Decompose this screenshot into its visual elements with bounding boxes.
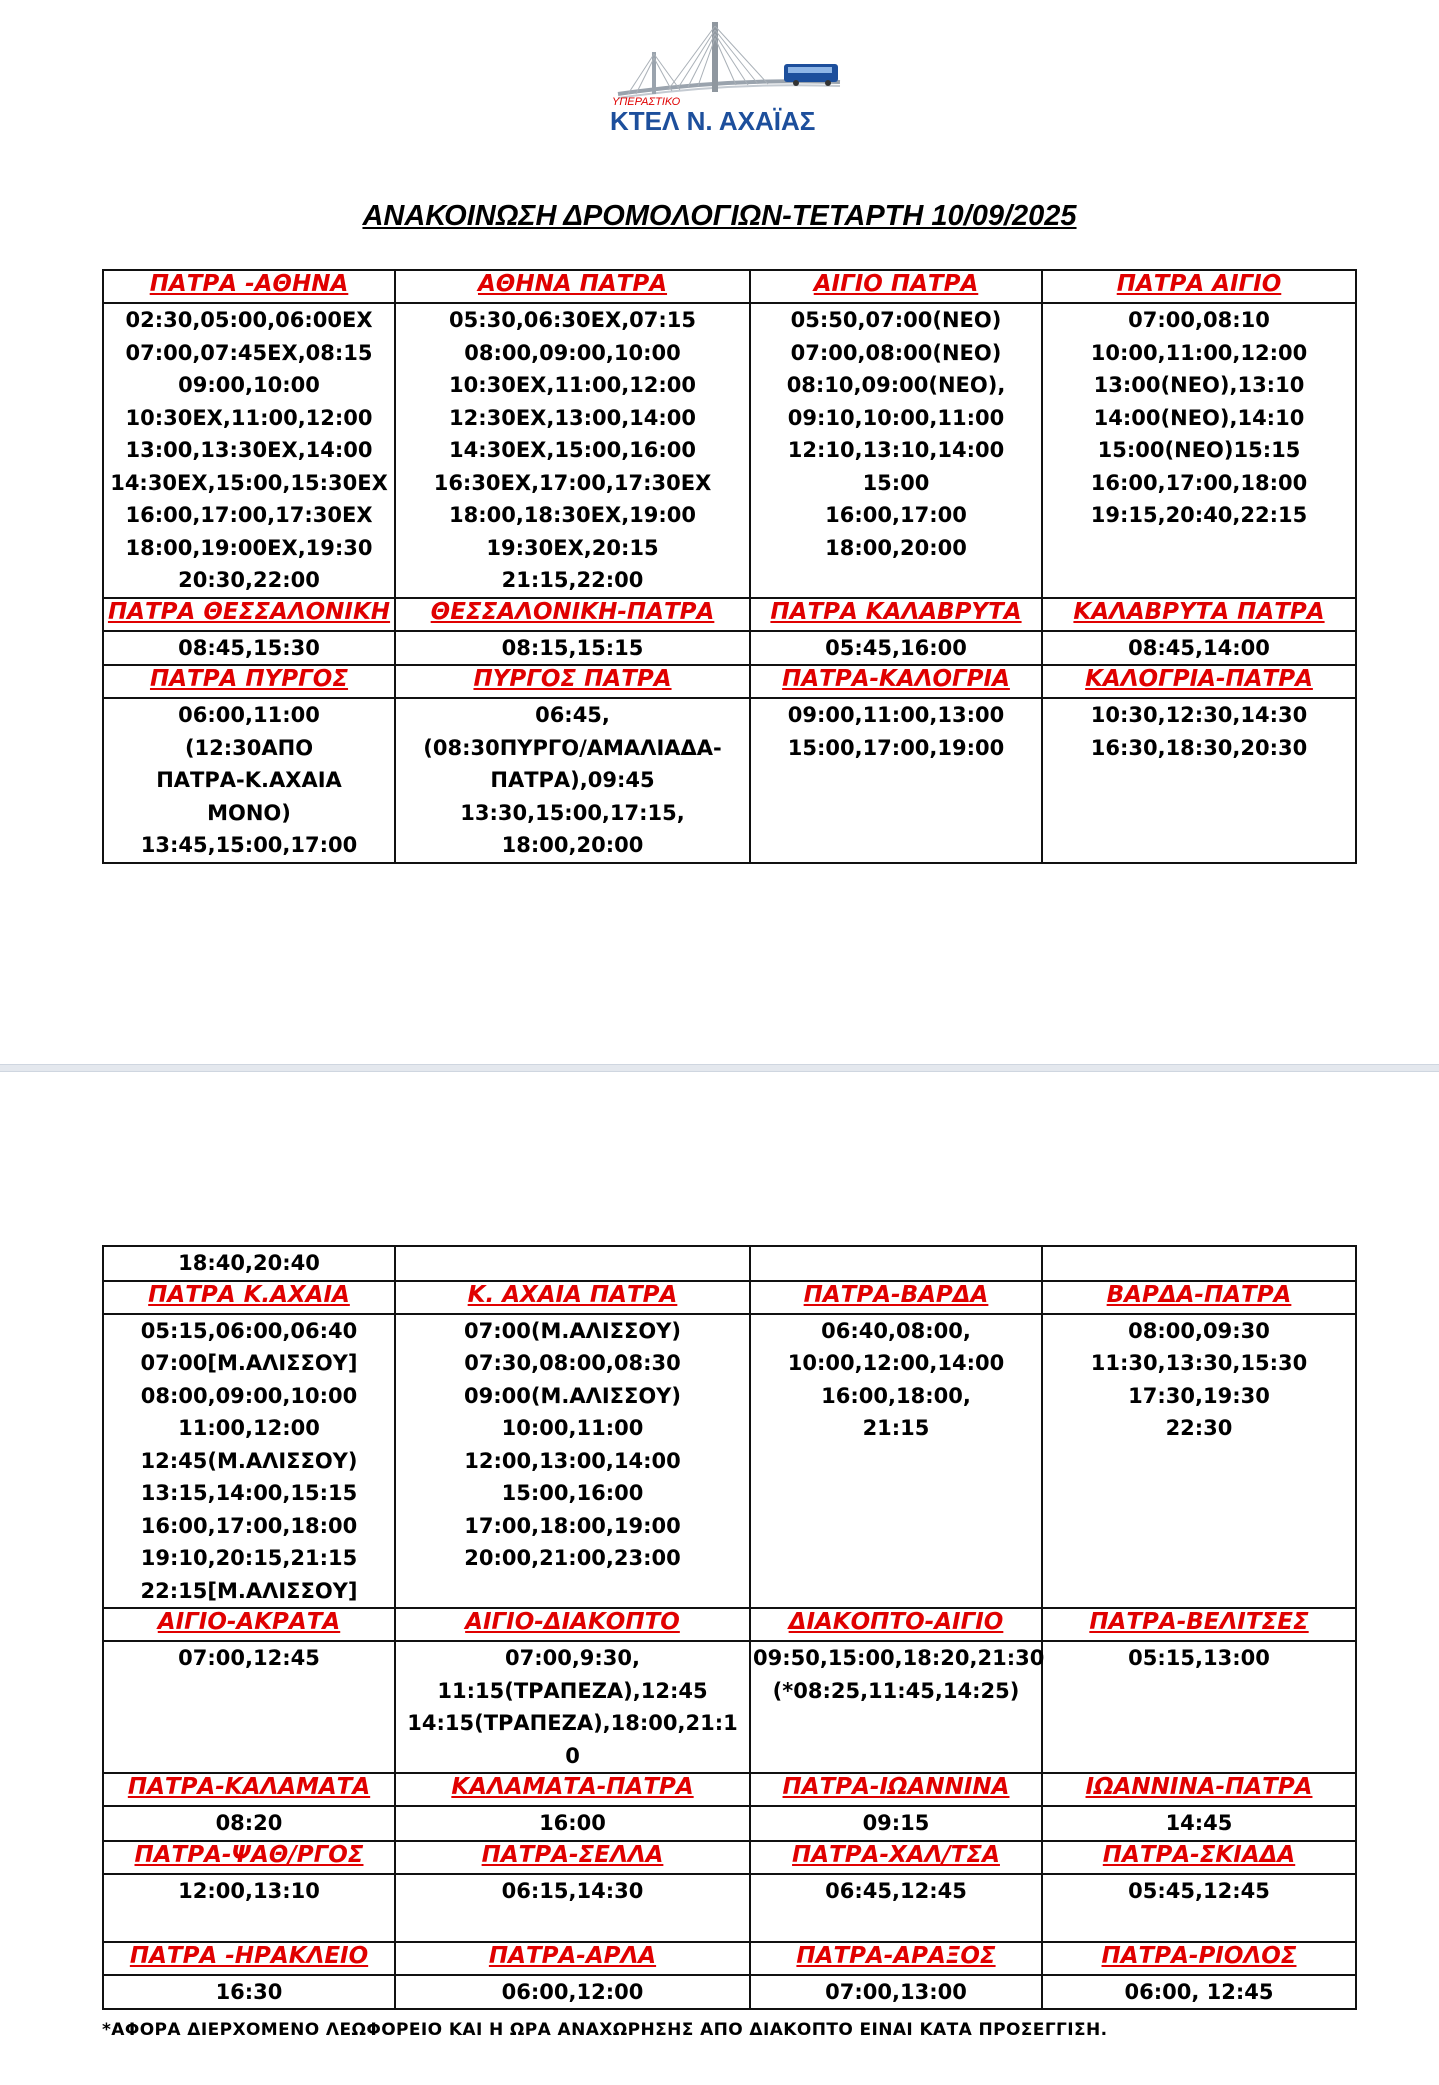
departure-times (1042, 1874, 1356, 1942)
route-name: ΒΑΡΔΑ-ΠΑΤΡΑ (1042, 1281, 1356, 1314)
route-name: ΚΑΛΑΜΑΤΑ-ΠΑΤΡΑ (395, 1773, 750, 1806)
logo-small-text: ΥΠΕΡΑΣΤΙΚΟ (612, 96, 681, 108)
departure-times (395, 631, 750, 666)
departure-times (103, 631, 395, 666)
departure-times (750, 1975, 1042, 2010)
departure-times (1042, 1641, 1356, 1773)
departure-times (750, 303, 1042, 598)
route-name: ΚΑΛΑΒΡΥΤΑ ΠΑΤΡΑ (1042, 598, 1356, 631)
times-text: 07:00,08:10 10:00,11:00,12:00 13:00(ΝΕΟ),13:10 14:00(ΝΕΟ),14:10 15:00(ΝΕΟ)15:15 16:00,17:00,18:00 19:15,20:40,22:15 (1090, 308, 1308, 527)
route-header-row (103, 665, 1356, 698)
route-name: ΠΑΤΡΑ ΚΑΛΑΒΡΥΤΑ (750, 598, 1042, 631)
route-header-row (103, 1773, 1356, 1806)
departure-times (1042, 1246, 1356, 1281)
times-text: 08:20 (215, 1811, 283, 1835)
schedule-table-2 (102, 1245, 1357, 2010)
route-name: ΠΑΤΡΑ-ΚΑΛΑΜΑΤΑ (103, 1773, 395, 1806)
departure-times (103, 1246, 395, 1281)
times-text: 06:00,11:00 (12:30ΑΠΟ ΠΑΤΡΑ-Κ.ΑΧΑΙΑ ΜΟΝΟ) 13:45,15:00,17:00 (140, 703, 358, 857)
route-name: ΑΘΗΝΑ ΠΑΤΡΑ (395, 270, 750, 303)
route-name: ΠΑΤΡΑ-ΨΑΘ/ΡΓΟΣ (103, 1841, 395, 1874)
departure-times (1042, 1314, 1356, 1609)
departure-times (750, 1246, 1042, 1281)
departure-times (1042, 1806, 1356, 1841)
route-name: ΠΑΤΡΑ Κ.ΑΧΑΙΑ (103, 1281, 395, 1314)
route-name: ΠΑΤΡΑ ΠΥΡΓΟΣ (103, 665, 395, 698)
times-text: 09:15 (862, 1811, 930, 1835)
logo-text: ΚΤΕΛ Ν. ΑΧΑΪΑΣ (610, 106, 816, 136)
departure-times (395, 698, 750, 863)
times-row (103, 1246, 1356, 1281)
route-name: ΠΑΤΡΑ-ΡΙΟΛΟΣ (1042, 1942, 1356, 1975)
route-header-row (103, 1942, 1356, 1975)
route-header-row (103, 1841, 1356, 1874)
route-name: ΠΑΤΡΑ -ΗΡΑΚΛΕΙΟ (103, 1942, 395, 1975)
times-text: 07:00(Μ.ΑΛΙΣΣΟΥ) 07:30,08:00,08:30 09:00(Μ.ΑΛΙΣΣΟΥ) 10:00,11:00 12:00,13:00,14:00 15:00,16:00 17:00,18:00,19:00 20:00,21:00,23:00 (464, 1318, 681, 1570)
route-name: ΠΑΤΡΑ-ΣΚΙΑΔΑ (1042, 1841, 1356, 1874)
times-text: 06:15,14:30 (501, 1878, 644, 1903)
route-name: ΔΙΑΚΟΠΤΟ-ΑΙΓΙΟ (750, 1608, 1042, 1641)
route-name: ΠΑΤΡΑ-ΣΕΛΛΑ (395, 1841, 750, 1874)
times-text: 06:45,12:45 (825, 1878, 967, 1903)
times-text: 06:00,12:00 (501, 1979, 644, 2004)
route-name: Κ. ΑΧΑΙΑ ΠΑΤΡΑ (395, 1281, 750, 1314)
times-text: 07:00,13:00 (825, 1979, 967, 2004)
times-text: 12:00,13:10 (178, 1878, 320, 1903)
departure-times (1042, 303, 1356, 598)
times-text: 14:45 (1165, 1811, 1233, 1835)
departure-times (750, 1874, 1042, 1942)
departure-times (103, 1314, 395, 1609)
departure-times (103, 1641, 395, 1773)
route-name: ΑΙΓΙΟ ΠΑΤΡΑ (750, 270, 1042, 303)
times-text: 08:15,15:15 (501, 635, 644, 660)
route-name: ΑΙΓΙΟ-ΔΙΑΚΟΠΤΟ (395, 1608, 750, 1641)
route-name: ΑΙΓΙΟ-ΑΚΡΑΤΑ (103, 1608, 395, 1641)
departure-times (103, 1806, 395, 1841)
times-row (103, 303, 1356, 598)
times-text: 07:00,12:45 (178, 1646, 320, 1670)
departure-times (750, 1806, 1042, 1841)
times-text: 16:00 (539, 1811, 606, 1835)
times-text: 05:45,16:00 (825, 635, 967, 660)
route-header-row (103, 598, 1356, 631)
route-name: ΠΑΤΡΑ -ΑΘΗΝΑ (103, 270, 395, 303)
departure-times (750, 631, 1042, 666)
departure-times (103, 1874, 395, 1942)
schedule-table-1 (102, 269, 1357, 864)
departure-times (395, 1314, 750, 1609)
times-text: 08:00,09:30 11:30,13:30,15:30 17:30,19:30 22:30 (1090, 1318, 1308, 1440)
departure-times (1042, 631, 1356, 666)
times-text: 05:30,06:30ΕΧ,07:15 08:00,09:00,10:00 10:30ΕΧ,11:00,12:00 12:30ΕΧ,13:00,14:00 14:30ΕΧ,15:00,16:00 16:30ΕΧ,17:00,17:30ΕΧ 18:00,18:30ΕΧ,19:00 19:30ΕΧ,20:15 21:15,22:00 (433, 308, 712, 592)
times-row (103, 1314, 1356, 1609)
footnote: *ΑΦΟΡΑ ΔΙΕΡΧΟΜΕΝΟ ΛΕΩΦΟΡΕΙΟ ΚΑΙ Η ΩΡΑ ΑΝΑΧΩΡΗΣΗΣ ΑΠΟ ΔΙΑΚΟΠΤΟ ΕΙΝΑΙ ΚΑΤΑ ΠΡΟΣΕΓΓΙΣΗ. (102, 2020, 1108, 2040)
times-text: 05:45,12:45 (1128, 1878, 1270, 1903)
times-text: 05:50,07:00(ΝΕΟ) 07:00,08:00(ΝΕΟ) 08:10,09:00(ΝΕΟ), 09:10,10:00,11:00 12:10,13:10,14:00 15:00 16:00,17:00 18:00,20:00 (786, 308, 1006, 560)
ktel-achaia-logo (608, 18, 848, 143)
times-text: 05:15,06:00,06:40 07:00[Μ.ΑΛΙΣΣΟΥ] 08:00,09:00,10:00 11:00,12:00 12:45(Μ.ΑΛΙΣΣΟΥ) 13:15,14:00,15:15 16:00,17:00,18:00 19:10,20:15,21:15 22:15[Μ.ΑΛΙΣΣΟΥ] (140, 1318, 358, 1603)
departure-times (395, 1874, 750, 1942)
departure-times (103, 303, 395, 598)
times-text: 10:30,12:30,14:30 16:30,18:30,20:30 (1090, 703, 1308, 760)
departure-times (395, 1806, 750, 1841)
times-row (103, 1975, 1356, 2010)
route-name: ΘΕΣΣΑΛΟΝΙΚΗ-ΠΑΤΡΑ (395, 598, 750, 631)
times-text: 05:15,13:00 (1128, 1646, 1270, 1670)
times-text: 09:50,15:00,18:20,21:30 (*08:25,11:45,14:25) (753, 1646, 1045, 1703)
route-name: ΠΑΤΡΑ ΘΕΣΣΑΛΟΝΙΚΗ (103, 598, 395, 631)
route-name: ΠΑΤΡΑ ΑΙΓΙΟ (1042, 270, 1356, 303)
times-text: 06:40,08:00, 10:00,12:00,14:00 16:00,18:00, 21:15 (787, 1318, 1005, 1440)
route-name: ΠΑΤΡΑ-ΑΡΑΞΟΣ (750, 1942, 1042, 1975)
route-name: ΙΩΑΝΝΙΝΑ-ΠΑΤΡΑ (1042, 1773, 1356, 1806)
route-header-row (103, 270, 1356, 303)
route-name: ΠΑΤΡΑ-ΧΑΛ/ΤΣΑ (750, 1841, 1042, 1874)
departure-times (395, 1246, 750, 1281)
departure-times (1042, 1975, 1356, 2010)
times-row (103, 1874, 1356, 1942)
route-name: ΠΑΤΡΑ-ΙΩΑΝΝΙΝΑ (750, 1773, 1042, 1806)
page-title: ΑΝΑΚΟΙΝΩΣΗ ΔΡΟΜΟΛΟΓΙΩΝ-ΤΕΤΑΡΤΗ 10/09/2025 (362, 200, 1077, 232)
route-header-row (103, 1608, 1356, 1641)
departure-times (750, 1314, 1042, 1609)
times-row (103, 1806, 1356, 1841)
route-header-row (103, 1281, 1356, 1314)
times-text: 07:00,9:30, 11:15(ΤΡΑΠΕΖΑ),12:45 14:15(ΤΡΑΠΕΖΑ),18:00,21:1 0 (407, 1646, 738, 1768)
route-name: ΠΑΤΡΑ-ΑΡΛΑ (395, 1942, 750, 1975)
route-name: ΠΑΤΡΑ-ΒΕΛΙΤΣΕΣ (1042, 1608, 1356, 1641)
times-row (103, 698, 1356, 863)
departure-times (750, 698, 1042, 863)
departure-times (1042, 698, 1356, 863)
route-name: ΚΑΛΟΓΡΙΑ-ΠΑΤΡΑ (1042, 665, 1356, 698)
departure-times (395, 303, 750, 598)
route-name: ΠΑΤΡΑ-ΚΑΛΟΓΡΙΑ (750, 665, 1042, 698)
departure-times (395, 1641, 750, 1773)
route-name: ΠΑΤΡΑ-ΒΑΡΔΑ (750, 1281, 1042, 1314)
times-text: 06:00, 12:45 (1124, 1979, 1274, 2004)
departure-times (750, 1641, 1045, 1773)
departure-times (395, 1975, 750, 2010)
times-text: 16:30 (215, 1979, 283, 2004)
times-text: 09:00,11:00,13:00 15:00,17:00,19:00 (787, 703, 1005, 760)
times-text: 18:40,20:40 (178, 1251, 320, 1275)
departure-times (103, 698, 395, 863)
times-text: 06:45, (08:30ΠΥΡΓΟ/ΑΜΑΛΙΑΔΑ- ΠΑΤΡΑ),09:45 13:30,15:00,17:15, 18:00,20:00 (423, 703, 722, 857)
times-text: 08:45,15:30 (178, 635, 320, 660)
route-name: ΠΥΡΓΟΣ ΠΑΤΡΑ (395, 665, 750, 698)
departure-times (103, 1975, 395, 2010)
times-row (103, 631, 1356, 666)
times-text: 08:45,14:00 (1128, 635, 1270, 660)
times-row (103, 1641, 1356, 1773)
times-text: 02:30,05:00,06:00ΕΧ 07:00,07:45ΕΧ,08:15 09:00,10:00 10:30ΕΧ,11:00,12:00 13:00,13:30ΕΧ,14:00 14:30ΕΧ,15:00,15:30ΕΧ 16:00,17:00,17:30ΕΧ 18:00,19:00ΕΧ,19:30 20:30,22:00 (110, 308, 388, 592)
